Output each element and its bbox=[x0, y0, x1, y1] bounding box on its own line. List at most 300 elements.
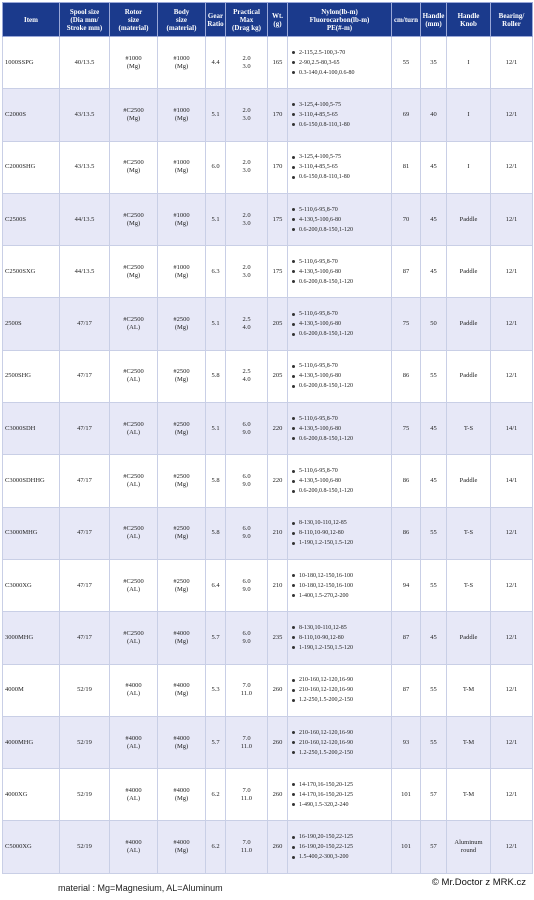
body-material-value: (Mg) bbox=[174, 324, 189, 332]
bullet-dot bbox=[292, 803, 295, 806]
drag-practical-value: 7.0 bbox=[242, 839, 251, 847]
line-capacity-entry bbox=[292, 225, 390, 235]
cell-body-size bbox=[158, 455, 206, 507]
table-row bbox=[3, 455, 533, 507]
cell-gear-ratio: 5.8 bbox=[206, 350, 226, 402]
cell-bearing-roller: 12/1 bbox=[491, 821, 533, 873]
cell-rotor-size bbox=[110, 716, 158, 768]
bullet-dot bbox=[292, 522, 295, 525]
cell-weight: 260 bbox=[268, 769, 288, 821]
cell-handle-length: 57 bbox=[421, 769, 447, 821]
cell-handle-knob: T-M bbox=[447, 716, 491, 768]
cell-rotor-size bbox=[110, 507, 158, 559]
line-capacity-text: 4-130,5-100,6-80 bbox=[299, 425, 341, 432]
line-capacity-entry bbox=[292, 571, 390, 581]
cell-line-capacity bbox=[288, 403, 392, 455]
line-capacity-entry bbox=[292, 748, 390, 758]
cell-cm-per-turn: 87 bbox=[392, 664, 421, 716]
cell-bearing-roller: 12/1 bbox=[491, 298, 533, 350]
header-weight: Wt. (g) bbox=[268, 3, 288, 37]
rotor-size-value: #4000 bbox=[125, 734, 142, 742]
header-line-capacity: Nylon(lb-m) Fluorocarbon(lb-m) PE(#-m) bbox=[288, 3, 392, 37]
cell-item: 2500SHG bbox=[3, 350, 60, 402]
cell-line-capacity bbox=[288, 769, 392, 821]
line-capacity-text: 8-130,10-110,12-85 bbox=[299, 520, 347, 527]
cell-gear-ratio: 5.1 bbox=[206, 89, 226, 141]
cell-spool-size: 40/13.5 bbox=[60, 37, 110, 89]
line-capacity-entry bbox=[292, 486, 390, 496]
line-capacity-text: 10-180,12-150,16-100 bbox=[299, 582, 353, 589]
rotor-material-value: (AL) bbox=[127, 585, 140, 593]
cell-weight: 205 bbox=[268, 350, 288, 402]
line-capacity-text: 8-110,10-90,12-80 bbox=[299, 634, 344, 641]
bullet-dot bbox=[292, 646, 295, 649]
table-row bbox=[3, 403, 533, 455]
reel-spec-table bbox=[2, 2, 533, 874]
line-capacity-text: 2-90,2.5-80,3-65 bbox=[299, 59, 340, 66]
body-size-value: #4000 bbox=[173, 734, 190, 742]
line-capacity-text: 1-490,1.5-320,2-240 bbox=[299, 801, 349, 808]
drag-practical-value: 2.0 bbox=[242, 106, 251, 114]
cell-handle-knob: Paddle bbox=[447, 298, 491, 350]
drag-practical-value: 2.0 bbox=[242, 263, 251, 271]
cell-rotor-size bbox=[110, 89, 158, 141]
cell-handle-length: 45 bbox=[421, 403, 447, 455]
body-material-value: (Mg) bbox=[174, 690, 189, 698]
rotor-material-value: (AL) bbox=[127, 481, 140, 489]
drag-practical-value: 2.0 bbox=[242, 159, 251, 167]
cell-rotor-size bbox=[110, 769, 158, 821]
cell-body-size bbox=[158, 403, 206, 455]
rotor-material-value: (AL) bbox=[127, 690, 140, 698]
line-capacity-text: 0.6-200,0.8-150,1-120 bbox=[299, 226, 353, 233]
drag-max-value: 3.0 bbox=[242, 62, 251, 70]
cell-spool-size: 52/19 bbox=[60, 769, 110, 821]
body-size-value: #1000 bbox=[173, 211, 190, 219]
drag-practical-value: 7.0 bbox=[242, 734, 251, 742]
cell-handle-length: 55 bbox=[421, 559, 447, 611]
cell-handle-length: 45 bbox=[421, 612, 447, 664]
cell-spool-size: 47/17 bbox=[60, 455, 110, 507]
line-capacity-text: 2-115,2.5-100,3-70 bbox=[299, 49, 346, 56]
rotor-material-value: (AL) bbox=[127, 324, 140, 332]
bullet-dot bbox=[292, 385, 295, 388]
cell-line-capacity bbox=[288, 612, 392, 664]
bullet-dot bbox=[292, 731, 295, 734]
rotor-material-value: (Mg) bbox=[126, 271, 141, 279]
table-row bbox=[3, 37, 533, 89]
cell-handle-length: 55 bbox=[421, 507, 447, 559]
cell-body-size bbox=[158, 821, 206, 873]
cell-weight: 260 bbox=[268, 664, 288, 716]
cell-drag bbox=[226, 246, 268, 298]
body-size-value: #1000 bbox=[173, 159, 190, 167]
rotor-size-value: #4000 bbox=[125, 682, 142, 690]
cell-bearing-roller: 12/1 bbox=[491, 350, 533, 402]
line-capacity-text: 8-130,10-110,12-85 bbox=[299, 624, 347, 631]
line-capacity-text: 3-125,4-100,5-75 bbox=[299, 101, 341, 108]
line-capacity-entry bbox=[292, 371, 390, 381]
line-capacity-entry bbox=[292, 476, 390, 486]
line-capacity-entry bbox=[292, 267, 390, 277]
cell-line-capacity bbox=[288, 559, 392, 611]
spec-table-body bbox=[3, 37, 533, 874]
cell-item: C2500S bbox=[3, 193, 60, 245]
cell-body-size bbox=[158, 716, 206, 768]
line-capacity-text: 4-130,5-100,6-80 bbox=[299, 478, 341, 485]
line-capacity-entry bbox=[292, 205, 390, 215]
bullet-dot bbox=[292, 783, 295, 786]
body-material-value: (Mg) bbox=[174, 637, 189, 645]
bullet-dot bbox=[292, 103, 295, 106]
drag-max-value: 9.0 bbox=[242, 585, 251, 593]
cell-bearing-roller: 12/1 bbox=[491, 664, 533, 716]
rotor-size-value: #C2500 bbox=[123, 629, 144, 637]
cell-bearing-roller: 12/1 bbox=[491, 769, 533, 821]
table-row bbox=[3, 246, 533, 298]
bullet-dot bbox=[292, 793, 295, 796]
header-drag: Practical Max (Drag kg) bbox=[226, 3, 268, 37]
line-capacity-text: 5-110,6-95,8-70 bbox=[299, 206, 338, 213]
line-capacity-entry bbox=[292, 414, 390, 424]
line-capacity-text: 1-400,1.5-270,2-200 bbox=[299, 592, 349, 599]
cell-drag bbox=[226, 350, 268, 402]
table-row bbox=[3, 298, 533, 350]
drag-max-value: 11.0 bbox=[240, 742, 253, 750]
body-size-value: #2500 bbox=[173, 316, 190, 324]
bullet-dot bbox=[292, 156, 295, 159]
line-capacity-text: 0.6-200,0.8-150,1-120 bbox=[299, 278, 353, 285]
bullet-dot bbox=[292, 437, 295, 440]
cell-handle-length: 35 bbox=[421, 37, 447, 89]
line-capacity-entry bbox=[292, 852, 390, 862]
cell-spool-size: 47/17 bbox=[60, 403, 110, 455]
cell-weight: 175 bbox=[268, 193, 288, 245]
rotor-size-value: #C2500 bbox=[123, 211, 144, 219]
table-row bbox=[3, 612, 533, 664]
cell-gear-ratio: 5.8 bbox=[206, 507, 226, 559]
drag-practical-value: 6.0 bbox=[242, 629, 251, 637]
body-size-value: #2500 bbox=[173, 473, 190, 481]
cell-gear-ratio: 6.2 bbox=[206, 821, 226, 873]
line-capacity-entry bbox=[292, 633, 390, 643]
cell-cm-per-turn: 86 bbox=[392, 507, 421, 559]
line-capacity-entry bbox=[292, 48, 390, 58]
cell-weight: 205 bbox=[268, 298, 288, 350]
drag-practical-value: 6.0 bbox=[242, 420, 251, 428]
bullet-dot bbox=[292, 584, 295, 587]
body-material-value: (Mg) bbox=[174, 219, 189, 227]
cell-spool-size: 47/17 bbox=[60, 612, 110, 664]
rotor-size-value: #C2500 bbox=[123, 577, 144, 585]
drag-max-value: 9.0 bbox=[242, 637, 251, 645]
line-capacity-text: 210-160,12-120,16-90 bbox=[299, 739, 353, 746]
cell-handle-knob: Paddle bbox=[447, 246, 491, 298]
drag-max-value: 3.0 bbox=[242, 219, 251, 227]
cell-spool-size: 52/19 bbox=[60, 664, 110, 716]
cell-weight: 165 bbox=[268, 37, 288, 89]
cell-drag bbox=[226, 455, 268, 507]
cell-spool-size: 47/17 bbox=[60, 350, 110, 402]
header-gear-ratio: Gear Ratio bbox=[206, 3, 226, 37]
cell-rotor-size bbox=[110, 193, 158, 245]
body-material-value: (Mg) bbox=[174, 167, 189, 175]
line-capacity-text: 4-130,5-100,6-80 bbox=[299, 216, 341, 223]
bullet-dot bbox=[292, 836, 295, 839]
cell-drag bbox=[226, 141, 268, 193]
cell-gear-ratio: 5.3 bbox=[206, 664, 226, 716]
cell-handle-knob: I bbox=[447, 89, 491, 141]
cell-bearing-roller: 12/1 bbox=[491, 559, 533, 611]
rotor-material-value: (AL) bbox=[127, 794, 140, 802]
cell-bearing-roller: 12/1 bbox=[491, 141, 533, 193]
drag-practical-value: 6.0 bbox=[242, 525, 251, 533]
bullet-dot bbox=[292, 208, 295, 211]
line-capacity-entry bbox=[292, 120, 390, 130]
copyright-credit: © Mr.Doctor z MRK.cz bbox=[431, 877, 526, 888]
table-row bbox=[3, 507, 533, 559]
cell-item: 2500S bbox=[3, 298, 60, 350]
bullet-dot bbox=[292, 594, 295, 597]
drag-max-value: 3.0 bbox=[242, 167, 251, 175]
body-material-value: (Mg) bbox=[174, 376, 189, 384]
cell-gear-ratio: 4.4 bbox=[206, 37, 226, 89]
drag-max-value: 9.0 bbox=[242, 428, 251, 436]
table-row bbox=[3, 821, 533, 873]
rotor-material-value: (Mg) bbox=[126, 167, 141, 175]
cell-item: C2000SHG bbox=[3, 141, 60, 193]
cell-item: 3000MHG bbox=[3, 612, 60, 664]
line-capacity-entry bbox=[292, 738, 390, 748]
cell-handle-length: 45 bbox=[421, 193, 447, 245]
bullet-dot bbox=[292, 123, 295, 126]
cell-cm-per-turn: 86 bbox=[392, 455, 421, 507]
table-row bbox=[3, 141, 533, 193]
header-bearing-roller: Bearing/ Roller bbox=[491, 3, 533, 37]
body-size-value: #2500 bbox=[173, 577, 190, 585]
cell-drag bbox=[226, 769, 268, 821]
drag-practical-value: 6.0 bbox=[242, 473, 251, 481]
line-capacity-text: 0.3-140,0.4-100,0.6-80 bbox=[299, 69, 355, 76]
line-capacity-entry bbox=[292, 790, 390, 800]
cell-item: 1000SSPG bbox=[3, 37, 60, 89]
cell-bearing-roller: 12/1 bbox=[491, 193, 533, 245]
cell-spool-size: 43/13.5 bbox=[60, 141, 110, 193]
line-capacity-entry bbox=[292, 172, 390, 182]
line-capacity-entry bbox=[292, 518, 390, 528]
cell-bearing-roller: 14/1 bbox=[491, 403, 533, 455]
bullet-dot bbox=[292, 113, 295, 116]
cell-rotor-size bbox=[110, 664, 158, 716]
cell-bearing-roller: 14/1 bbox=[491, 455, 533, 507]
cell-bearing-roller: 12/1 bbox=[491, 89, 533, 141]
cell-body-size bbox=[158, 298, 206, 350]
cell-spool-size: 52/19 bbox=[60, 821, 110, 873]
cell-handle-knob: I bbox=[447, 141, 491, 193]
cell-bearing-roller: 12/1 bbox=[491, 612, 533, 664]
line-capacity-entry bbox=[292, 538, 390, 548]
rotor-size-value: #4000 bbox=[125, 839, 142, 847]
cell-item: C3000SDHHG bbox=[3, 455, 60, 507]
bullet-dot bbox=[292, 542, 295, 545]
cell-item: C2000S bbox=[3, 89, 60, 141]
rotor-material-value: (AL) bbox=[127, 847, 140, 855]
line-capacity-entry bbox=[292, 152, 390, 162]
rotor-size-value: #C2500 bbox=[123, 106, 144, 114]
drag-practical-value: 2.5 bbox=[242, 316, 251, 324]
cell-handle-length: 45 bbox=[421, 455, 447, 507]
cell-rotor-size bbox=[110, 612, 158, 664]
cell-rotor-size bbox=[110, 403, 158, 455]
bullet-dot bbox=[292, 51, 295, 54]
body-material-value: (Mg) bbox=[174, 585, 189, 593]
line-capacity-entry bbox=[292, 424, 390, 434]
line-capacity-text: 210-160,12-120,16-90 bbox=[299, 729, 353, 736]
line-capacity-entry bbox=[292, 466, 390, 476]
line-capacity-text: 1-190,1.2-150,1.5-120 bbox=[299, 540, 353, 547]
line-capacity-text: 14-170,16-150,20-125 bbox=[299, 781, 353, 788]
cell-rotor-size bbox=[110, 455, 158, 507]
drag-max-value: 3.0 bbox=[242, 114, 251, 122]
cell-drag bbox=[226, 403, 268, 455]
cell-rotor-size bbox=[110, 350, 158, 402]
header-spool-size: Spool size (Dia mm/ Stroke mm) bbox=[60, 3, 110, 37]
cell-gear-ratio: 6.0 bbox=[206, 141, 226, 193]
body-material-value: (Mg) bbox=[174, 481, 189, 489]
line-capacity-text: 0.6-200,0.8-150,1-120 bbox=[299, 488, 353, 495]
line-capacity-text: 1.2-250,1.5-200,2-150 bbox=[299, 749, 353, 756]
cell-handle-length: 55 bbox=[421, 716, 447, 768]
rotor-material-value: (Mg) bbox=[126, 114, 141, 122]
line-capacity-entry bbox=[292, 832, 390, 842]
header-body-size: Body size (material) bbox=[158, 3, 206, 37]
cell-cm-per-turn: 101 bbox=[392, 769, 421, 821]
cell-body-size bbox=[158, 246, 206, 298]
rotor-material-value: (AL) bbox=[127, 428, 140, 436]
cell-rotor-size bbox=[110, 246, 158, 298]
cell-cm-per-turn: 87 bbox=[392, 246, 421, 298]
cell-line-capacity bbox=[288, 193, 392, 245]
line-capacity-entry bbox=[292, 434, 390, 444]
body-size-value: #2500 bbox=[173, 525, 190, 533]
cell-drag bbox=[226, 664, 268, 716]
drag-max-value: 9.0 bbox=[242, 533, 251, 541]
material-legend: material : Mg=Magnesium, AL=Aluminum bbox=[58, 883, 223, 893]
line-capacity-text: 1.5-400,2-300,3-200 bbox=[299, 854, 349, 861]
table-row bbox=[3, 89, 533, 141]
cell-handle-knob: T-S bbox=[447, 507, 491, 559]
bullet-dot bbox=[292, 636, 295, 639]
line-capacity-text: 16-190,20-150,22-125 bbox=[299, 844, 353, 851]
cell-handle-knob: Paddle bbox=[447, 612, 491, 664]
body-material-value: (Mg) bbox=[174, 271, 189, 279]
body-size-value: #4000 bbox=[173, 786, 190, 794]
cell-spool-size: 44/13.5 bbox=[60, 246, 110, 298]
bullet-dot bbox=[292, 375, 295, 378]
line-capacity-entry bbox=[292, 58, 390, 68]
drag-max-value: 11.0 bbox=[240, 794, 253, 802]
rotor-size-value: #C2500 bbox=[123, 368, 144, 376]
bullet-dot bbox=[292, 365, 295, 368]
drag-practical-value: 2.0 bbox=[242, 211, 251, 219]
bullet-dot bbox=[292, 751, 295, 754]
line-capacity-entry bbox=[292, 100, 390, 110]
line-capacity-entry bbox=[292, 68, 390, 78]
cell-handle-length: 55 bbox=[421, 664, 447, 716]
drag-max-value: 11.0 bbox=[240, 690, 253, 698]
cell-gear-ratio: 5.8 bbox=[206, 455, 226, 507]
line-capacity-text: 10-180,12-150,16-100 bbox=[299, 572, 353, 579]
cell-drag bbox=[226, 37, 268, 89]
rotor-size-value: #C2500 bbox=[123, 473, 144, 481]
line-capacity-entry bbox=[292, 643, 390, 653]
bullet-dot bbox=[292, 176, 295, 179]
cell-bearing-roller: 12/1 bbox=[491, 246, 533, 298]
cell-spool-size: 47/17 bbox=[60, 298, 110, 350]
cell-weight: 220 bbox=[268, 403, 288, 455]
cell-cm-per-turn: 86 bbox=[392, 350, 421, 402]
cell-rotor-size bbox=[110, 141, 158, 193]
cell-cm-per-turn: 101 bbox=[392, 821, 421, 873]
cell-body-size bbox=[158, 769, 206, 821]
bullet-dot bbox=[292, 323, 295, 326]
line-capacity-entry bbox=[292, 381, 390, 391]
line-capacity-entry bbox=[292, 842, 390, 852]
cell-weight: 210 bbox=[268, 507, 288, 559]
bullet-dot bbox=[292, 427, 295, 430]
line-capacity-entry bbox=[292, 581, 390, 591]
bullet-dot bbox=[292, 270, 295, 273]
drag-practical-value: 7.0 bbox=[242, 682, 251, 690]
cell-line-capacity bbox=[288, 664, 392, 716]
body-size-value: #4000 bbox=[173, 682, 190, 690]
cell-line-capacity bbox=[288, 716, 392, 768]
drag-practical-value: 6.0 bbox=[242, 577, 251, 585]
cell-body-size bbox=[158, 664, 206, 716]
line-capacity-text: 16-190,20-150,22-125 bbox=[299, 834, 353, 841]
cell-gear-ratio: 6.4 bbox=[206, 559, 226, 611]
cell-item: C5000XG bbox=[3, 821, 60, 873]
bullet-dot bbox=[292, 417, 295, 420]
line-capacity-entry bbox=[292, 675, 390, 685]
rotor-size-value: #C2500 bbox=[123, 159, 144, 167]
header-item: Item bbox=[3, 3, 60, 37]
cell-line-capacity bbox=[288, 246, 392, 298]
drag-practical-value: 2.5 bbox=[242, 368, 251, 376]
cell-line-capacity bbox=[288, 37, 392, 89]
cell-rotor-size bbox=[110, 559, 158, 611]
line-capacity-entry bbox=[292, 257, 390, 267]
table-row bbox=[3, 769, 533, 821]
table-row bbox=[3, 664, 533, 716]
cell-line-capacity bbox=[288, 141, 392, 193]
bullet-dot bbox=[292, 856, 295, 859]
rotor-material-value: (AL) bbox=[127, 376, 140, 384]
bullet-dot bbox=[292, 574, 295, 577]
line-capacity-text: 8-110,10-90,12-80 bbox=[299, 530, 344, 537]
body-size-value: #2500 bbox=[173, 368, 190, 376]
cell-rotor-size bbox=[110, 37, 158, 89]
table-row bbox=[3, 716, 533, 768]
cell-line-capacity bbox=[288, 455, 392, 507]
bullet-dot bbox=[292, 71, 295, 74]
line-capacity-entry bbox=[292, 162, 390, 172]
cell-handle-knob: Paddle bbox=[447, 350, 491, 402]
cell-gear-ratio: 5.1 bbox=[206, 298, 226, 350]
bullet-dot bbox=[292, 626, 295, 629]
header-row bbox=[3, 3, 533, 37]
rotor-material-value: (AL) bbox=[127, 742, 140, 750]
